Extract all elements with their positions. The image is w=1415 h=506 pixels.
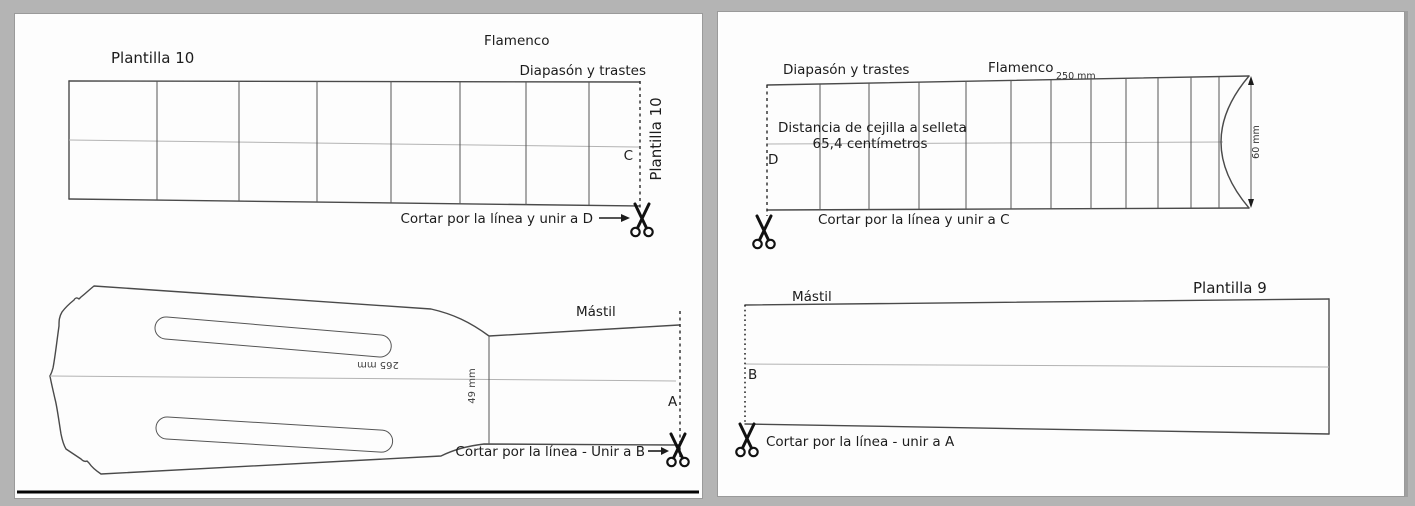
style-label: Flamenco <box>484 33 550 49</box>
join-label-d: D <box>768 152 779 168</box>
neck-centerline <box>745 364 1329 367</box>
scissors-icon <box>631 204 652 236</box>
fretboard-section-label: Diapasón y trastes <box>519 63 646 79</box>
style-label: Flamenco <box>988 60 1054 76</box>
scale-note-line1: Distancia de cejilla a selleta <box>778 120 967 136</box>
fret-lines <box>157 81 589 205</box>
neck-centerline <box>50 376 676 381</box>
fretboard-centerline <box>69 140 640 147</box>
join-label-a: A <box>668 394 678 410</box>
neck-strip-outline <box>745 299 1329 434</box>
neck-cut-instruction: Cortar por la línea - unir a A <box>766 434 955 450</box>
fretboard-cut-instruction: Cortar por la línea y unir a D <box>400 211 593 227</box>
scale-note-line2: 65,4 centímetros <box>812 136 928 152</box>
scale-width-dimension: 250 mm <box>1056 71 1096 82</box>
arrow-right-icon <box>599 214 630 222</box>
neck-label: Mástil <box>576 304 616 320</box>
fretboard-section-label: Diapasón y trastes <box>783 62 910 78</box>
fretboard-cut-instruction: Cortar por la línea y unir a C <box>818 212 1010 228</box>
neck-length-dimension: 265 mm <box>357 359 399 370</box>
neck-width-dimension: 49 mm <box>467 368 478 404</box>
tuner-slot-upper <box>154 316 392 358</box>
soundhole-end-arc <box>1221 76 1249 208</box>
neck-cut-instruction: Cortar por la línea - Unir a B <box>455 444 645 460</box>
plantilla-10-drawing <box>15 14 702 498</box>
scissors-icon <box>736 424 757 456</box>
tuner-slot-lower <box>155 416 393 452</box>
template-page-9 <box>717 11 1405 497</box>
plantilla-9-drawing <box>718 12 1404 496</box>
join-label-c: C <box>623 148 633 164</box>
join-label-b: B <box>748 367 758 383</box>
fretboard-grid <box>69 81 640 210</box>
page-title: Plantilla 10 <box>111 49 195 67</box>
scissors-icon <box>667 434 688 466</box>
arrow-right-icon <box>648 447 669 455</box>
page-title: Plantilla 9 <box>1193 279 1267 297</box>
side-template-label: Plantilla 10 <box>647 97 665 181</box>
template-page-10 <box>14 13 703 499</box>
scissors-icon <box>753 216 774 248</box>
neck-label: Mástil <box>792 289 832 305</box>
fretboard-width-dimension: 60 mm <box>1251 125 1262 159</box>
